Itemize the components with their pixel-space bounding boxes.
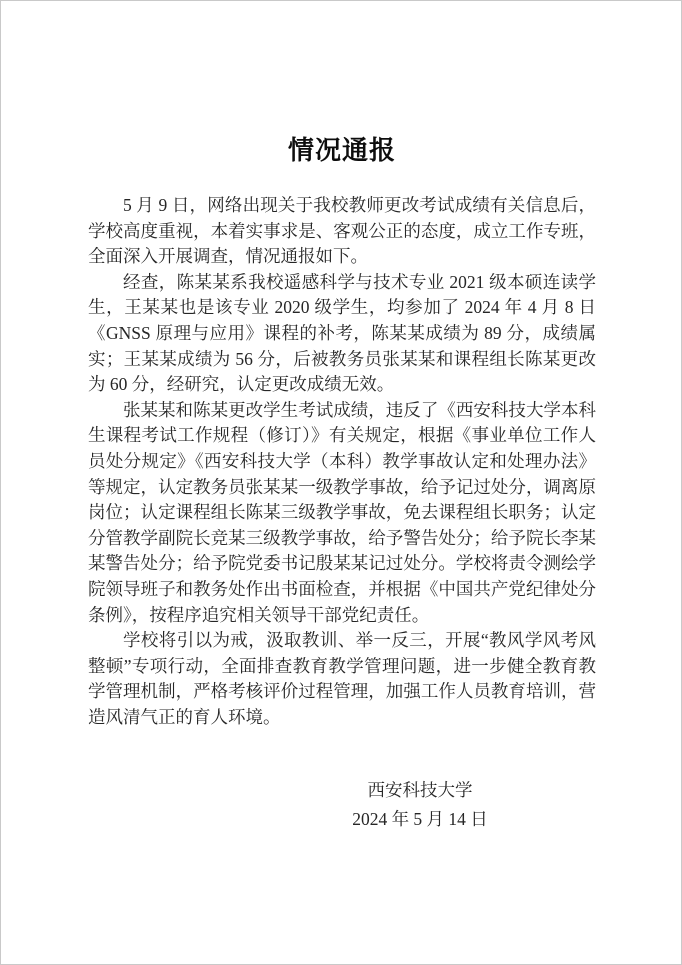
paragraph-investigation-findings: 经查，陈某某系我校遥感科学与技术专业 2021 级本硕连读学生，王某某也是该专业 2020 级学生，均参加了 2024 年 4 月 8 日《GNSS 原理与应用》课程的补考，陈某某成绩为 89 分，成绩属实；王某某成绩为 56 分，后被教务员张某某和课程组长陈某更改为 60 分，经研究，认定更改成绩无效。 <box>88 271 596 395</box>
document-title: 情况通报 <box>287 135 396 165</box>
paragraph-penalties: 张某某和陈某更改学生考试成绩，违反了《西安科技大学本科生课程考试工作规程（修订）》有关规定，根据《事业单位工作人员处分规定》《西安科技大学（本科）教学事故认定和处理办法》等规定，认定教务员张某某一级教学事故，给予记过处分，调离原岗位；认定课程组长陈某三级教学事故，免去课程组长职务；认定分管教学副院长竞某三级教学事故，给予警告处分；给予院长李某某警告处分；给予院党委书记殷某某记过处分。学校将责令测绘学院领导班子和教务处作出书面检查，并根据《中国共产党纪律处分条例》，按程序追究相关领导干部党纪责任。 <box>88 399 596 625</box>
paragraph-followup-measures: 学校将引以为戒，汲取教训、举一反三，开展“教风学风考风整顿”专项行动，全面排查教育教学管理问题，进一步健全教育教学管理机制，严格考核评价过程管理，加强工作人员教育培训，营造风清气正的育人环境。 <box>88 630 596 727</box>
signature-organization: 西安科技大学 <box>367 780 473 801</box>
signature-block <box>300 776 540 834</box>
paragraph-intro: 5 月 9 日，网络出现关于我校教师更改考试成绩有关信息后，学校高度重视，本着实事求是、客观公正的态度，成立工作专班，全面深入开展调查，情况通报如下。 <box>88 195 596 267</box>
document-body <box>88 193 596 730</box>
signature-date: 2024 年 5 月 14 日 <box>352 809 488 830</box>
